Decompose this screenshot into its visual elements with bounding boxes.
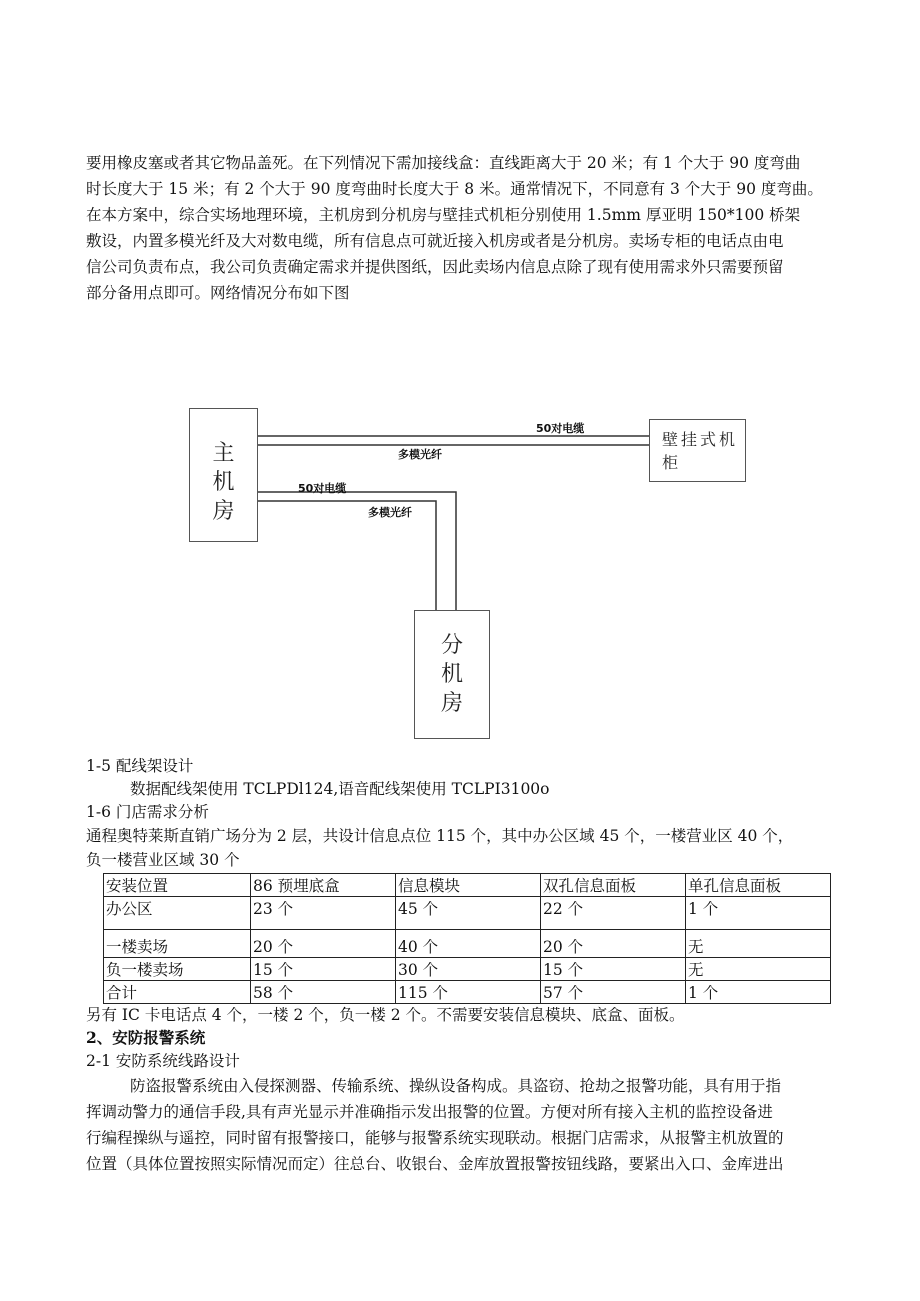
table-cell: 办公区 bbox=[104, 897, 251, 930]
table-row bbox=[104, 930, 831, 958]
cable-line-mid-outer bbox=[258, 492, 456, 610]
ic-card-note: 另有 IC 卡电话点 4 个，一楼 2 个，负一楼 2 个。不需要安装信息模块、底盒、面板。 bbox=[86, 1006, 685, 1024]
table-cell: 一楼卖场 bbox=[104, 930, 251, 958]
info-point-table bbox=[103, 873, 831, 1004]
intro-line: 时长度大于 15 米；有 2 个大于 90 度弯曲时长度大于 8 米。通常情况下，不同意有 3 个大于 90 度弯曲。 bbox=[86, 180, 823, 198]
table-cell: 23 个 bbox=[251, 897, 396, 930]
section-1-5-title: 1-5 配线架设计 bbox=[86, 757, 194, 775]
table-cell: 负一楼卖场 bbox=[104, 958, 251, 981]
main-room-label bbox=[190, 439, 257, 526]
section-2-1-line: 位置（具体位置按照实际情况而定）往总台、收银台、金库放置报警按钮线路，要紧出入口、金库进出 bbox=[86, 1155, 784, 1173]
intro-line: 部分备用点即可。网络情况分布如下图 bbox=[86, 284, 350, 302]
table-cell: 15 个 bbox=[251, 958, 396, 981]
fiber-label-top: 多模光纤 bbox=[398, 448, 442, 461]
section-2-1-line: 行编程操纵与遥控，同时留有报警接口，能够与报警系统实现联动。根据门店需求，从报警主机放置的 bbox=[86, 1129, 784, 1147]
table-header: 86 预埋底盒 bbox=[251, 874, 396, 897]
table-header: 单孔信息面板 bbox=[686, 874, 831, 897]
table-cell: 115 个 bbox=[396, 981, 541, 1004]
table-cell: 30 个 bbox=[396, 958, 541, 981]
table-cell: 40 个 bbox=[396, 930, 541, 958]
section-1-6-line2: 负一楼营业区域 30 个 bbox=[86, 851, 240, 869]
table-cell: 15 个 bbox=[541, 958, 686, 981]
table-cell: 无 bbox=[686, 930, 831, 958]
table-cell: 1 个 bbox=[686, 981, 831, 1004]
section-2-1-line: 防盗报警系统由入侵探测器、传输系统、操纵设备构成。具盗窃、抢劫之报警功能，具有用于指 bbox=[130, 1077, 782, 1095]
table-header: 双孔信息面板 bbox=[541, 874, 686, 897]
wall-cabinet-box bbox=[649, 419, 746, 482]
table-header: 安装位置 bbox=[104, 874, 251, 897]
section-2-title: 2、安防报警系统 bbox=[86, 1028, 206, 1047]
table-cell: 45 个 bbox=[396, 897, 541, 930]
intro-line: 敷设，内置多模光纤及大对数电缆，所有信息点可就近接入机房或者是分机房。卖场专柜的电话点由电 bbox=[86, 232, 784, 250]
fiber-label-mid: 多模光纤 bbox=[368, 506, 412, 519]
intro-line: 在本方案中，综合实场地理环境，主机房到分机房与壁挂式机柜分别使用 1.5mm 厚亚明 150*100 桥架 bbox=[86, 206, 801, 224]
table-header-row bbox=[104, 874, 831, 897]
table-row bbox=[104, 958, 831, 981]
section-2-1-line: 挥调动警力的通信手段,具有声光显示并准确指示发出报警的位置。方便对所有接入主机的监控设备进 bbox=[86, 1103, 773, 1121]
cable-label-top: 50对电缆 bbox=[536, 422, 585, 435]
branch-room-text: 分 机 房 bbox=[440, 633, 463, 716]
table-cell: 20 个 bbox=[251, 930, 396, 958]
table-cell: 58 个 bbox=[251, 981, 396, 1004]
section-1-6-line1: 通程奥特莱斯直销广场分为 2 层，共设计信息点位 115 个，其中办公区域 45 个，一楼营业区 40 个， bbox=[86, 827, 794, 845]
main-room-box bbox=[189, 408, 258, 542]
intro-line: 信公司负责布点，我公司负责确定需求并提供图纸，因此卖场内信息点除了现有使用需求外只需要预留 bbox=[86, 258, 784, 276]
intro-line: 要用橡皮塞或者其它物品盖死。在下列情况下需加接线盒：直线距离大于 20 米；有 1 个大于 90 度弯曲 bbox=[86, 154, 801, 172]
section-2-1-title: 2-1 安防系统线路设计 bbox=[86, 1052, 240, 1070]
branch-room-label bbox=[415, 631, 489, 718]
table-row bbox=[104, 897, 831, 930]
main-room-text: 主 机 房 bbox=[212, 441, 235, 524]
table-row bbox=[104, 981, 831, 1004]
table-cell: 22 个 bbox=[541, 897, 686, 930]
network-diagram bbox=[0, 380, 920, 740]
branch-room-box bbox=[414, 610, 490, 739]
cable-label-mid: 50对电缆 bbox=[298, 482, 347, 495]
table-cell: 57 个 bbox=[541, 981, 686, 1004]
wall-cabinet-label: 壁挂式机柜 bbox=[662, 430, 739, 472]
table-header: 信息模块 bbox=[396, 874, 541, 897]
table-cell: 1 个 bbox=[686, 897, 831, 930]
section-1-6-title: 1-6 门店需求分析 bbox=[86, 803, 209, 821]
table-cell: 20 个 bbox=[541, 930, 686, 958]
table-cell: 合计 bbox=[104, 981, 251, 1004]
section-1-5-text: 数据配线架使用 TCLPDl124,语音配线架使用 TCLPI3100o bbox=[130, 780, 550, 798]
table-cell: 无 bbox=[686, 958, 831, 981]
